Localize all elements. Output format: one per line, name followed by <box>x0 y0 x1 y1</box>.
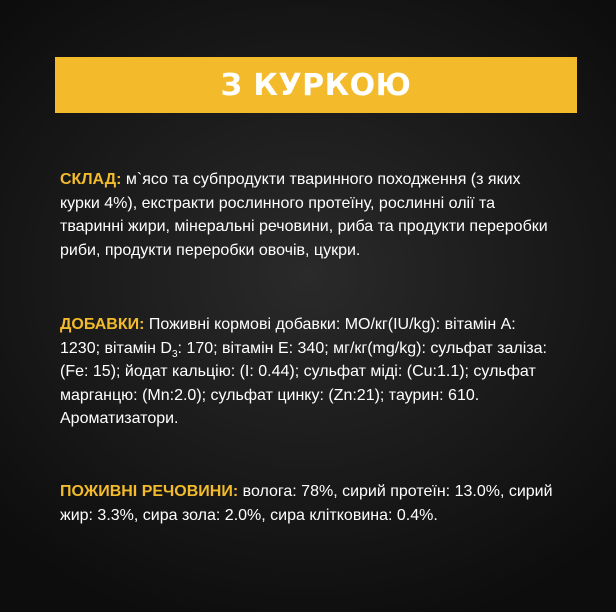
additives-label: ДОБАВКИ: <box>60 316 145 333</box>
additives-section <box>60 313 560 431</box>
nutrients-text: волога: 78%, сирий протеїн: 13.0%, сирий жир: 3.3%, сира зола: 2.0%, сира клітковина: 0.4%. <box>60 483 553 524</box>
nutrients-section <box>60 480 560 527</box>
composition-text: м`ясо та субпродукти тваринного походження (з яких курки 4%), екстракти рослинного протеїну, рослинні олії та тваринні жири, мінеральні речовини, риба та продукти переробки риби, продукти переробки овочів, цукри. <box>60 171 548 259</box>
composition-section <box>60 168 560 262</box>
additives-text-end: : 170; вітамін Е: 340; мг/кг(mg/kg): сульфат заліза: (Fe: 15); йодат кальцію: (I: 0.44); сульфат міді: (Cu:1.1); сульфат марганцю: (Mn:2.0); сульфат цинку: (Zn:21); таурин: 610. Ароматизатори. <box>60 339 547 427</box>
additives-text-start: Поживні кормові добавки: МО/кг(IU/kg): вітамін А: 1230; вітамін D <box>60 316 516 357</box>
composition-label: СКЛАД: <box>60 171 122 188</box>
title-banner <box>55 57 577 113</box>
title-text: З КУРКОЮ <box>220 67 412 103</box>
nutrients-label: ПОЖИВНІ РЕЧОВИНИ: <box>60 483 239 500</box>
vitamin-d-subscript: 3 <box>171 348 178 360</box>
